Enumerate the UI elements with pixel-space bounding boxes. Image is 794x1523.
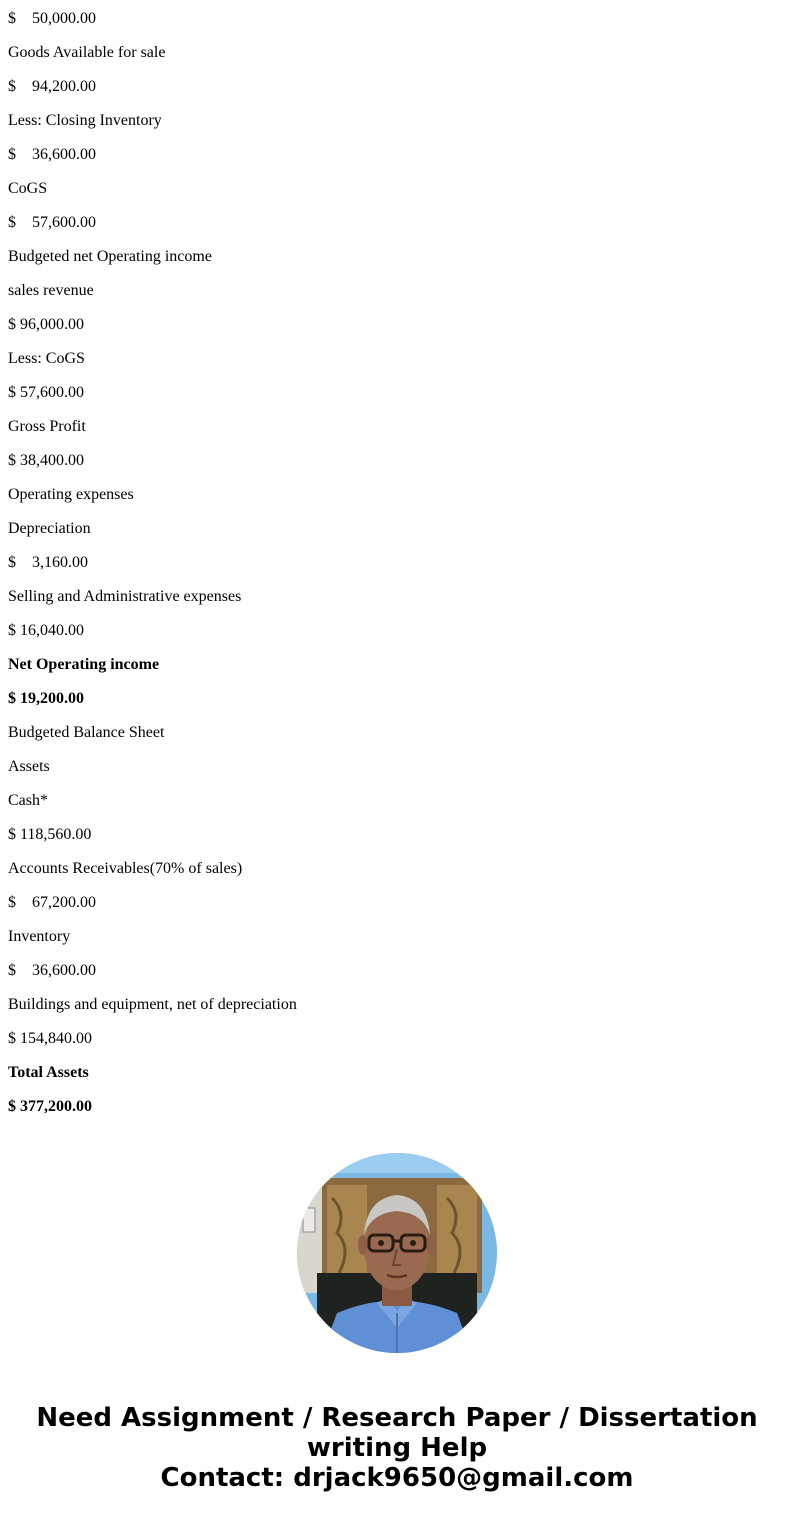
statement-line: $ 94,200.00 (8, 78, 96, 95)
statement-line: Total Assets (8, 1064, 89, 1081)
author-avatar (297, 1153, 497, 1353)
statement-line: $ 38,400.00 (8, 452, 84, 469)
statement-line: Goods Available for sale (8, 44, 166, 61)
cta-line-2: writing Help (306, 1433, 488, 1463)
statement-line: Cash* (8, 792, 48, 809)
statement-line: Operating expenses (8, 486, 134, 503)
help-contact-banner (0, 1403, 794, 1493)
statement-line: Assets (8, 758, 50, 775)
statement-line: Depreciation (8, 520, 91, 537)
statement-line: $ 57,600.00 (8, 214, 96, 231)
statement-line: $ 154,840.00 (8, 1030, 92, 1047)
statement-line: $ 57,600.00 (8, 384, 84, 401)
statement-line: $ 36,600.00 (8, 146, 96, 163)
statement-line: $ 50,000.00 (8, 10, 96, 27)
statement-line: $ 118,560.00 (8, 826, 92, 843)
statement-line: $ 19,200.00 (8, 690, 84, 707)
statement-line: Accounts Receivables(70% of sales) (8, 860, 243, 877)
contact-email: Contact: drjack9650@gmail.com (160, 1463, 634, 1493)
statement-line: Selling and Administrative expenses (8, 588, 242, 605)
statement-line: Buildings and equipment, net of depreciation (8, 996, 297, 1013)
statement-line: $ 96,000.00 (8, 316, 84, 333)
statement-line: sales revenue (8, 282, 94, 299)
statement-line: $ 3,160.00 (8, 554, 88, 571)
statement-line: $ 16,040.00 (8, 622, 84, 639)
cta-line-1: Need Assignment / Research Paper / Dissertation (36, 1403, 758, 1433)
author-photo (297, 1153, 497, 1353)
statement-line: Gross Profit (8, 418, 86, 435)
statement-line: CoGS (8, 180, 48, 197)
statement-line: Budgeted Balance Sheet (8, 724, 165, 741)
statement-line: $ 67,200.00 (8, 894, 96, 911)
statement-line: $ 377,200.00 (8, 1098, 92, 1115)
statement-line: Less: Closing Inventory (8, 112, 162, 129)
statement-line: $ 36,600.00 (8, 962, 96, 979)
statement-line: Less: CoGS (8, 350, 85, 367)
statement-line: Inventory (8, 928, 71, 945)
financial-statement-text (8, 0, 768, 1122)
statement-line: Budgeted net Operating income (8, 248, 212, 265)
statement-line: Net Operating income (8, 656, 160, 673)
